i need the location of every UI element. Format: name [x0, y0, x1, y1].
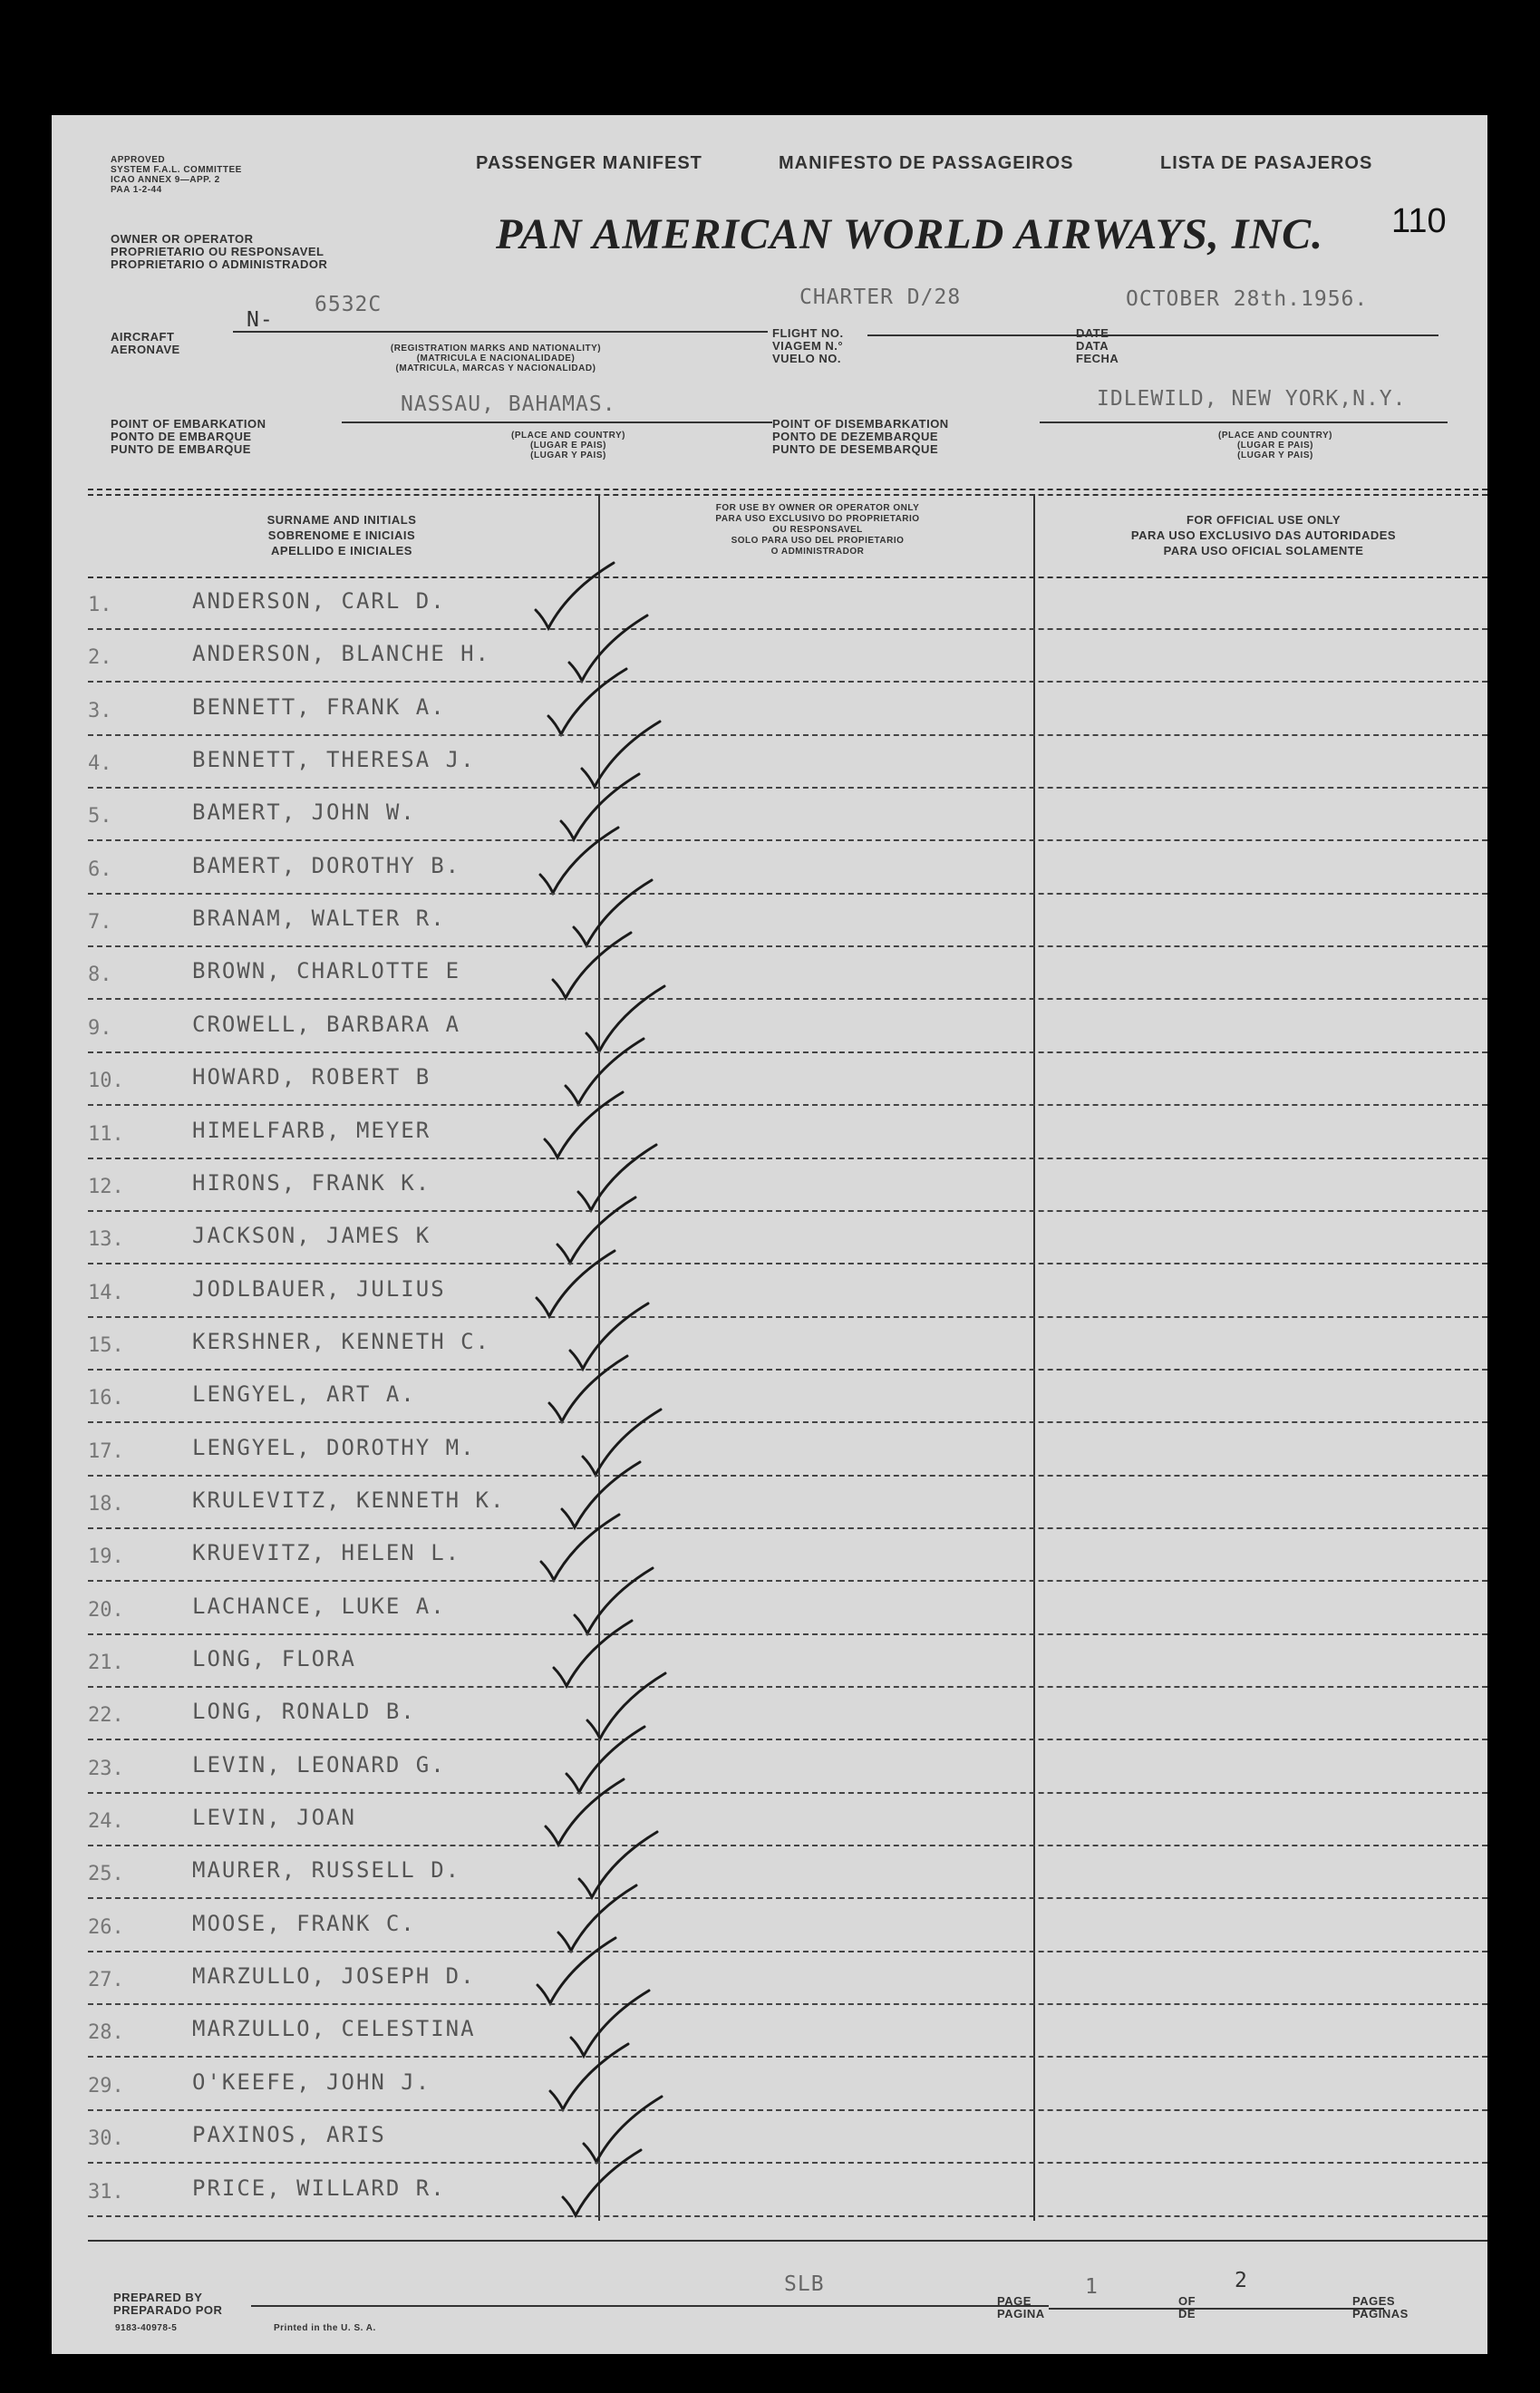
- passenger-row: [52, 1900, 1487, 1952]
- passenger-row: [52, 1846, 1487, 1899]
- passenger-row: [52, 1635, 1487, 1688]
- column-label: SOLO PARA USO DEL PROPIETARIO: [731, 536, 905, 546]
- owner-label: PROPRIETARIO OU RESPONSAVEL: [111, 245, 324, 258]
- company-name: PAN AMERICAN WORLD AIRWAYS, INC.: [496, 210, 1324, 258]
- surname-column-header: [142, 512, 541, 558]
- passenger-row: [52, 1212, 1487, 1264]
- passenger-number: 23.: [88, 1757, 124, 1780]
- approved-line: ICAO ANNEX 9—APP. 2: [111, 175, 220, 185]
- passenger-name: KRULEVITZ, KENNETH K.: [192, 1487, 506, 1513]
- passenger-name: JODLBAUER, JULIUS: [192, 1275, 446, 1302]
- passenger-row: [52, 1583, 1487, 1635]
- passenger-number: 8.: [88, 964, 112, 987]
- title-english: PASSENGER MANIFEST: [476, 153, 702, 173]
- passenger-name: MOOSE, FRANK C.: [192, 1910, 416, 1936]
- passenger-number: 2.: [88, 646, 112, 670]
- flight-labels: [772, 327, 844, 365]
- passenger-name: LEVIN, JOAN: [192, 1805, 356, 1831]
- passenger-name: LONG, FLORA: [192, 1646, 356, 1671]
- passenger-number: 10.: [88, 1070, 124, 1093]
- passenger-row: [52, 1001, 1487, 1053]
- passenger-name: BENNETT, FRANK A.: [192, 693, 446, 720]
- prepared-labels: [113, 2291, 222, 2317]
- of-labels: [1178, 2295, 1196, 2320]
- embarkation-label: PUNTO DE EMBARQUE: [111, 442, 251, 456]
- passenger-row: [52, 1529, 1487, 1582]
- column-label: APELLIDO E INICIALES: [271, 544, 412, 557]
- form-number: 9183-40978-5: [115, 2323, 178, 2333]
- date-labels: [1076, 327, 1119, 365]
- passenger-number: 21.: [88, 1652, 124, 1674]
- passenger-name: LEVIN, LEONARD G.: [192, 1751, 446, 1778]
- passenger-number: 29.: [88, 2074, 124, 2098]
- column-label: PARA USO OFICIAL SOLAMENTE: [1163, 544, 1364, 557]
- approved-line: SYSTEM F.A.L. COMMITTEE: [111, 165, 242, 175]
- passenger-number: 27.: [88, 1969, 124, 1992]
- passenger-number: 22.: [88, 1704, 124, 1728]
- passenger-name: ANDERSON, BLANCHE H.: [192, 641, 490, 667]
- place-label: (LUGAR Y PAIS): [1237, 451, 1313, 460]
- passenger-row: [52, 630, 1487, 683]
- page-label: PAGE: [997, 2294, 1032, 2308]
- prepared-label: PREPARED BY: [113, 2291, 203, 2304]
- passenger-name: LONG, RONALD B.: [192, 1699, 416, 1725]
- passenger-number: 9.: [88, 1016, 112, 1040]
- place-label: (LUGAR E PAIS): [1236, 441, 1314, 451]
- passenger-name: CROWELL, BARBARA A: [192, 1011, 461, 1037]
- aircraft-prefix: N-: [247, 308, 274, 332]
- passenger-row: [52, 1318, 1487, 1371]
- passenger-row: [52, 577, 1487, 630]
- printed-in: Printed in the U. S. A.: [274, 2323, 376, 2333]
- passenger-row: [52, 1952, 1487, 2005]
- passenger-row: [52, 1107, 1487, 1159]
- embarkation-place-labels: [396, 431, 741, 460]
- passenger-name: BRANAM, WALTER R.: [192, 906, 446, 932]
- passenger-row: [52, 2005, 1487, 2058]
- passenger-row: [52, 1741, 1487, 1794]
- embarkation-value: NASSAU, BAHAMAS.: [401, 392, 616, 416]
- passenger-name: MAURER, RUSSELL D.: [192, 1857, 461, 1884]
- passenger-number: 12.: [88, 1175, 124, 1198]
- disembarkation-label: PUNTO DE DESEMBARQUE: [772, 442, 939, 456]
- passenger-number: 7.: [88, 911, 112, 935]
- page-number-stamp: 110: [1391, 202, 1447, 240]
- passenger-number: 30.: [88, 2127, 124, 2151]
- aircraft-registration-value: 6532C: [315, 293, 383, 316]
- passenger-number: 3.: [88, 699, 112, 722]
- passenger-row: [52, 895, 1487, 947]
- aircraft-label: AERONAVE: [111, 343, 180, 356]
- passenger-name: ANDERSON, CARL D.: [192, 588, 446, 614]
- passenger-row: [52, 842, 1487, 895]
- passenger-row: [52, 1371, 1487, 1423]
- passenger-number: 19.: [88, 1545, 124, 1569]
- flight-label: FLIGHT NO.: [772, 326, 844, 340]
- official-use-column-header: [1040, 512, 1487, 558]
- passenger-number: 14.: [88, 1281, 124, 1304]
- passenger-name: BAMERT, DOROTHY B.: [192, 852, 461, 878]
- registration-label: (REGISTRATION MARKS AND NATIONALITY): [390, 344, 602, 354]
- passenger-row: [52, 2165, 1487, 2217]
- passenger-name: MARZULLO, CELESTINA: [192, 2016, 476, 2042]
- passenger-row: [52, 736, 1487, 789]
- flight-number-value: CHARTER D/28: [799, 286, 962, 309]
- approved-block: [111, 155, 242, 195]
- passenger-number: 13.: [88, 1228, 124, 1252]
- pages-label: PAGES: [1352, 2294, 1396, 2308]
- passenger-number: 31.: [88, 2180, 124, 2204]
- passenger-name: LACHANCE, LUKE A.: [192, 1593, 446, 1619]
- passenger-number: 15.: [88, 1333, 124, 1357]
- passenger-name: PAXINOS, ARIS: [192, 2122, 386, 2148]
- passenger-name: MARZULLO, JOSEPH D.: [192, 1963, 476, 1990]
- passenger-row: [52, 2059, 1487, 2111]
- passenger-number: 5.: [88, 805, 112, 828]
- prepared-label: PREPARADO POR: [113, 2303, 223, 2317]
- passenger-row: [52, 1053, 1487, 1106]
- passenger-name: LENGYEL, ART A.: [192, 1381, 416, 1408]
- embarkation-label: PONTO DE EMBARQUE: [111, 430, 252, 443]
- date-value: OCTOBER 28th.1956.: [1126, 287, 1369, 311]
- of-value: 2: [1235, 2269, 1248, 2292]
- title-spanish: LISTA DE PASAJEROS: [1160, 153, 1373, 173]
- passenger-name: LENGYEL, DOROTHY M.: [192, 1434, 476, 1460]
- passenger-row: [52, 2111, 1487, 2164]
- passenger-name: PRICE, WILLARD R.: [192, 2175, 446, 2201]
- passenger-name: HIRONS, FRANK K.: [192, 1169, 431, 1196]
- registration-label: (MATRICULA E NACIONALIDADE): [416, 354, 576, 363]
- owner-label: OWNER OR OPERATOR: [111, 232, 254, 246]
- passenger-number: 18.: [88, 1492, 124, 1516]
- embarkation-label: POINT OF EMBARKATION: [111, 417, 266, 431]
- passenger-number: 16.: [88, 1387, 124, 1410]
- date-label: DATA: [1076, 339, 1109, 353]
- page-label: PAGINA: [997, 2307, 1045, 2320]
- passenger-number: 6.: [88, 857, 112, 881]
- passenger-name: BENNETT, THERESA J.: [192, 747, 476, 773]
- column-label: OU RESPONSAVEL: [772, 525, 863, 535]
- column-label: O ADMINISTRADOR: [770, 547, 865, 557]
- passenger-number: 4.: [88, 752, 112, 776]
- passenger-name: HIMELFARB, MEYER: [192, 1117, 431, 1143]
- flight-label: VIAGEM N.°: [772, 339, 844, 353]
- place-label: (PLACE AND COUNTRY): [511, 431, 625, 441]
- passenger-name: HOWARD, ROBERT B: [192, 1064, 431, 1090]
- column-label: SOBRENOME E INICIAIS: [267, 528, 416, 542]
- disembarkation-labels: [772, 418, 949, 456]
- passenger-name: BROWN, CHARLOTTE E: [192, 958, 461, 984]
- passenger-row: [52, 789, 1487, 841]
- passenger-row: [52, 1424, 1487, 1477]
- prepared-by-value: SLB: [784, 2272, 825, 2296]
- place-label: (PLACE AND COUNTRY): [1218, 431, 1332, 441]
- passenger-number: 28.: [88, 2021, 124, 2045]
- disembarkation-label: POINT OF DISEMBARKATION: [772, 417, 949, 431]
- approved-line: PAA 1-2-44: [111, 185, 162, 195]
- disembarkation-label: PONTO DE DEZEMBARQUE: [772, 430, 939, 443]
- passenger-row: [52, 1477, 1487, 1529]
- passenger-row: [52, 947, 1487, 1000]
- date-label: DATE: [1076, 326, 1109, 340]
- registration-label: (MATRICULA, MARCAS Y NACIONALIDAD): [395, 363, 596, 373]
- owner-label: PROPRIETARIO O ADMINISTRADOR: [111, 257, 328, 271]
- passenger-number: 20.: [88, 1598, 124, 1622]
- passenger-number: 17.: [88, 1439, 124, 1463]
- passenger-name: JACKSON, JAMES K: [192, 1223, 431, 1249]
- passenger-name: BAMERT, JOHN W.: [192, 799, 416, 826]
- passenger-row: [52, 1794, 1487, 1846]
- pages-label: PAGINAS: [1352, 2307, 1409, 2320]
- passenger-number: 11.: [88, 1122, 124, 1146]
- passenger-row: [52, 1265, 1487, 1318]
- embarkation-labels: [111, 418, 266, 456]
- place-label: (LUGAR Y PAIS): [530, 451, 606, 460]
- approved-line: APPROVED: [111, 155, 166, 165]
- passenger-row: [52, 1688, 1487, 1740]
- passenger-number: 25.: [88, 1863, 124, 1886]
- manifest-sheet: [52, 115, 1487, 2354]
- disembarkation-place-labels: [1103, 431, 1448, 460]
- date-label: FECHA: [1076, 352, 1119, 365]
- column-label: PARA USO EXCLUSIVO DAS AUTORIDADES: [1130, 528, 1397, 542]
- flight-label: VUELO NO.: [772, 352, 842, 365]
- aircraft-label: AIRCRAFT: [111, 330, 175, 344]
- passenger-name: O'KEEFE, JOHN J.: [192, 2068, 431, 2095]
- passenger-number: 1.: [88, 594, 112, 616]
- passenger-name: KERSHNER, KENNETH C.: [192, 1328, 490, 1354]
- passenger-row: [52, 1159, 1487, 1212]
- column-label: PARA USO EXCLUSIVO DO PROPRIETARIO: [715, 514, 920, 524]
- of-label: DE: [1178, 2307, 1196, 2320]
- passenger-list: [52, 577, 1487, 2218]
- owner-labels: [111, 233, 327, 271]
- column-label: FOR USE BY OWNER OR OPERATOR ONLY: [715, 503, 920, 513]
- page-value: 1: [1085, 2275, 1099, 2299]
- of-label: OF: [1178, 2294, 1196, 2308]
- aircraft-labels: [111, 331, 180, 356]
- passenger-number: 26.: [88, 1915, 124, 1939]
- passenger-number: 24.: [88, 1810, 124, 1834]
- disembarkation-value: IDLEWILD, NEW YORK,N.Y.: [1097, 387, 1407, 411]
- passenger-name: KRUEVITZ, HELEN L.: [192, 1540, 461, 1566]
- registration-labels: [305, 344, 686, 373]
- page-labels: [997, 2295, 1045, 2320]
- column-label: FOR OFFICIAL USE ONLY: [1186, 513, 1341, 527]
- title-portuguese: MANIFESTO DE PASSAGEIROS: [779, 153, 1074, 173]
- owner-use-column-header: [605, 503, 1031, 557]
- pages-labels: [1352, 2295, 1409, 2320]
- column-label: SURNAME AND INITIALS: [266, 513, 417, 527]
- passenger-row: [52, 683, 1487, 736]
- place-label: (LUGAR E PAIS): [529, 441, 607, 451]
